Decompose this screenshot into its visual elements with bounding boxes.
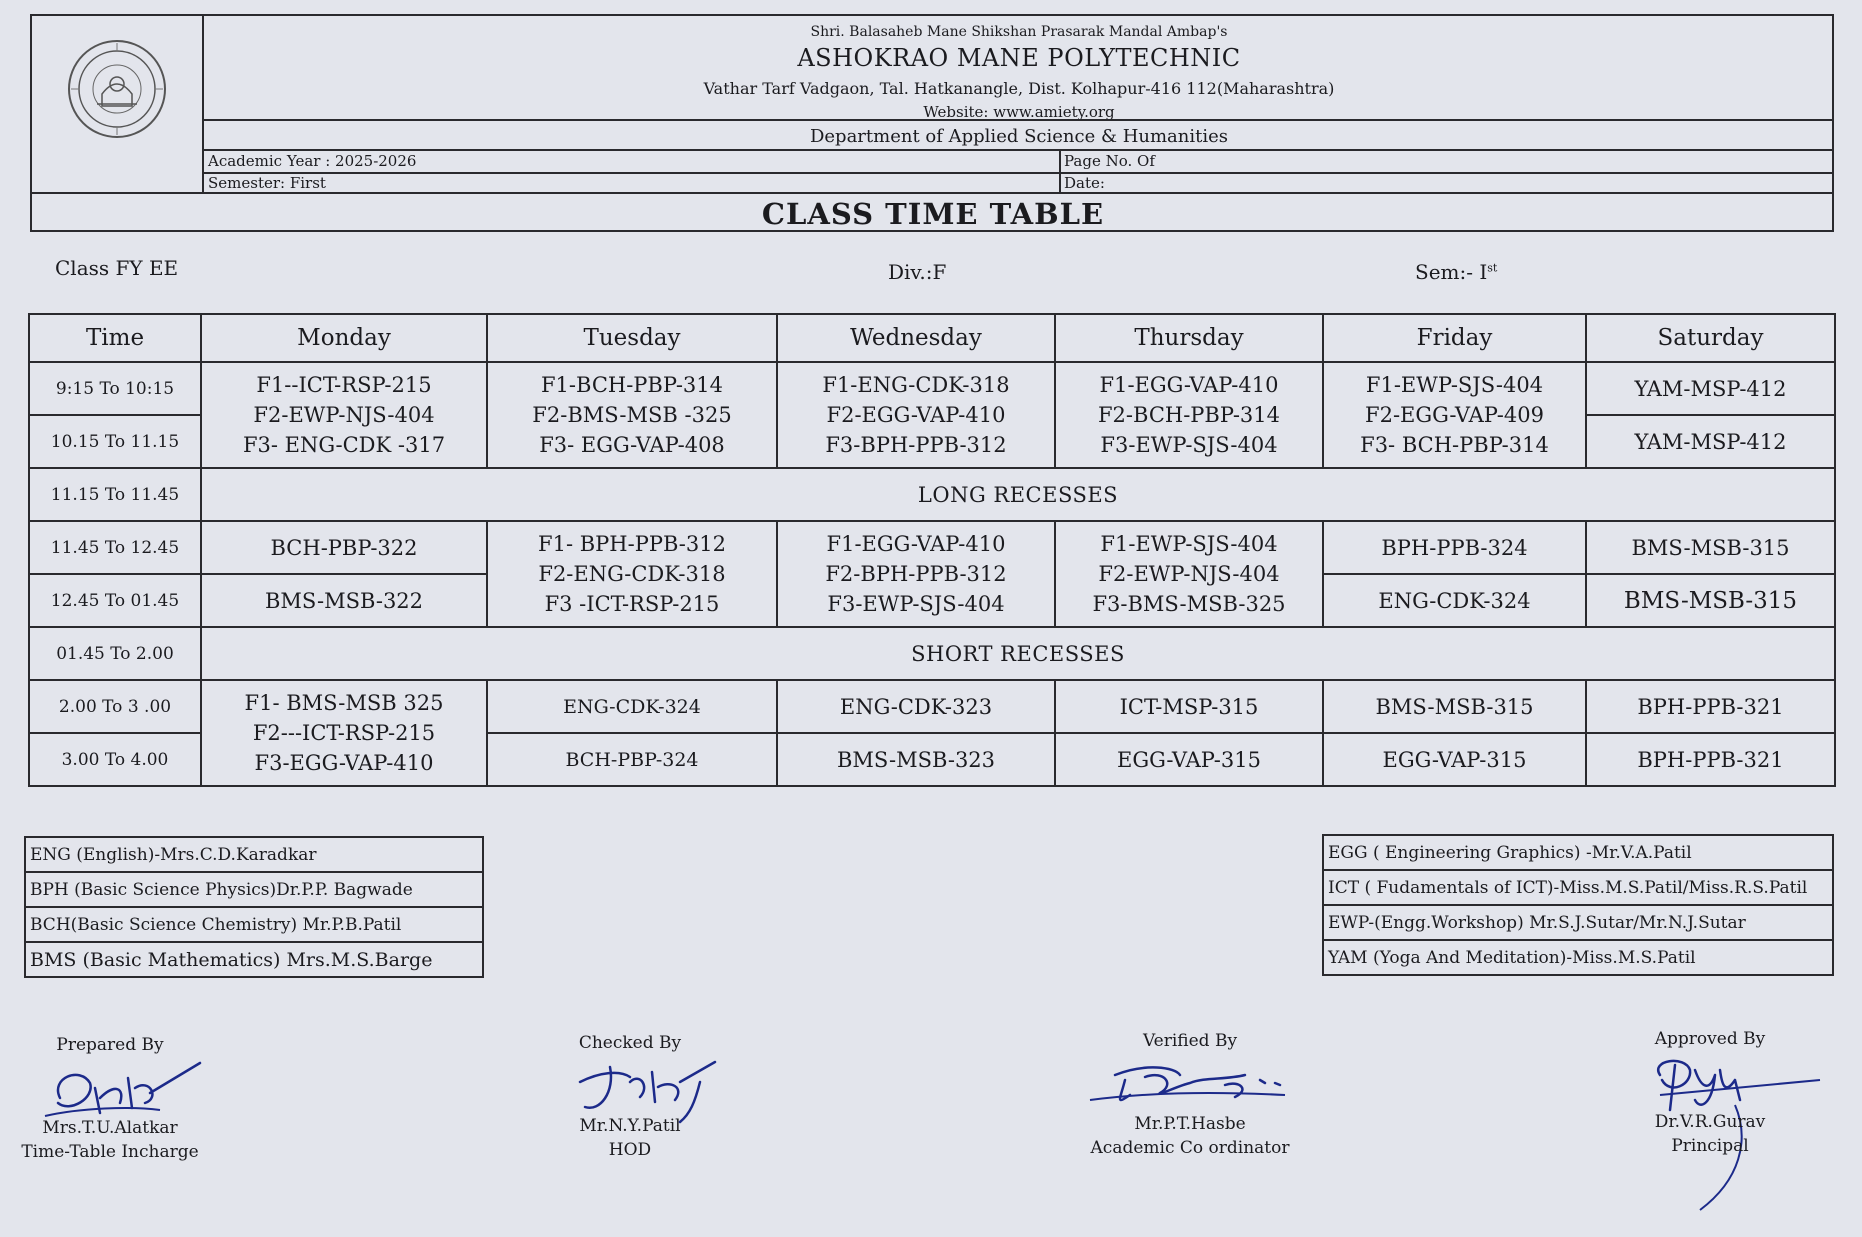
time-slot: 2.00 To 3 .00: [29, 680, 201, 733]
cell-saturday: BPH-PPB-321: [1586, 733, 1835, 786]
cell-monday: [201, 680, 487, 786]
cell-line: F1-EGG-VAP-410: [1099, 373, 1279, 397]
legend-text: YAM (Yoga And Meditation)-Miss.M.S.Patil: [1323, 940, 1833, 975]
cell-line: F1-EWP-SJS-404: [1100, 532, 1278, 556]
page-number: Page No. Of: [1064, 152, 1155, 170]
cell-line: F1-EGG-VAP-410: [826, 532, 1006, 556]
logo-cell: [32, 16, 204, 192]
cell-line: F3-EGG-VAP-410: [254, 751, 434, 775]
cell-friday: BPH-PPB-324: [1323, 521, 1586, 574]
cell-line: F1- BMS-MSB 325: [244, 691, 444, 715]
date-field: Date:: [1064, 174, 1105, 192]
legend-text: ENG (English)-Mrs.C.D.Karadkar: [25, 837, 483, 872]
legend-text: BPH (Basic Science Physics)Dr.P.P. Bagwade: [25, 872, 483, 907]
cell-saturday: YAM-MSP-412: [1586, 415, 1835, 468]
cell-saturday: BMS-MSB-315: [1586, 521, 1835, 574]
legend-text: BMS (Basic Mathematics) Mrs.M.S.Barge: [25, 942, 483, 977]
time-slot: 9:15 To 10:15: [29, 362, 201, 415]
cell-line: F3 -ICT-RSP-215: [544, 592, 720, 616]
legend-item: [25, 837, 483, 872]
checked-by-label: Checked By: [578, 1033, 682, 1053]
cell-tuesday: BCH-PBP-324: [487, 733, 777, 786]
subject-legend-right: [1322, 834, 1834, 976]
verified-by-label: Verified By: [1142, 1031, 1238, 1051]
col-header-time: Time: [29, 314, 201, 362]
cell-wednesday: [777, 521, 1055, 627]
recess-row: [29, 468, 1835, 521]
cell-line: F2-ENG-CDK-318: [538, 562, 726, 586]
table-row: [29, 680, 1835, 733]
semester-superscript: st: [1487, 261, 1498, 275]
header-row: [29, 314, 1835, 362]
prepared-by-role: Time-Table Incharge: [21, 1142, 199, 1162]
cell-line: F2-BMS-MSB -325: [532, 403, 732, 427]
class-name: Class FY EE: [55, 256, 179, 280]
cell-line: F1--ICT-RSP-215: [256, 373, 432, 397]
legend-item: [1323, 870, 1833, 905]
time-slot: 01.45 To 2.00: [29, 627, 201, 680]
legend-text: EGG ( Engineering Graphics) -Mr.V.A.Patil: [1323, 835, 1833, 870]
cell-tuesday: ENG-CDK-324: [487, 680, 777, 733]
prepared-by-label: Prepared By: [56, 1035, 164, 1055]
prepared-by-name: Mrs.T.U.Alatkar: [42, 1118, 178, 1138]
cell-wednesday: BMS-MSB-323: [777, 733, 1055, 786]
semester: Semester: First: [208, 174, 326, 192]
cell-line: F2-EWP-NJS-404: [253, 403, 435, 427]
cell-line: F1-ENG-CDK-318: [822, 373, 1010, 397]
cell-tuesday: [487, 362, 777, 468]
divider: [204, 149, 1834, 151]
semester-label: Sem:- I: [1415, 260, 1488, 284]
cell-line: F3-EWP-SJS-404: [827, 592, 1005, 616]
checked-by-name: Mr.N.Y.Patil: [579, 1116, 681, 1136]
academic-year: Academic Year : 2025-2026: [208, 152, 417, 170]
institute-address: Vathar Tarf Vadgaon, Tal. Hatkanangle, Dist. Kolhapur-416 112(Maharashtra): [703, 79, 1335, 98]
approved-by-label: Approved By: [1654, 1029, 1766, 1049]
cell-line: F2-EWP-NJS-404: [1098, 562, 1280, 586]
cell-line: F3-EWP-SJS-404: [1100, 433, 1278, 457]
cell-thursday: [1055, 521, 1323, 627]
time-slot: 12.45 To 01.45: [29, 574, 201, 627]
subject-legend-left: [24, 836, 484, 978]
cell-friday: ENG-CDK-324: [1323, 574, 1586, 627]
legend-item: [1323, 835, 1833, 870]
col-header-tuesday: Tuesday: [487, 314, 777, 362]
cell-wednesday: ENG-CDK-323: [777, 680, 1055, 733]
trust-name: Shri. Balasaheb Mane Shikshan Prasarak Mandal Ambap's: [810, 24, 1228, 40]
cell-line: F1-BCH-PBP-314: [540, 373, 724, 397]
semester-info: [1415, 260, 1497, 284]
legend-text: ICT ( Fudamentals of ICT)-Miss.M.S.Patil/Miss.R.S.Patil: [1323, 870, 1833, 905]
cell-monday: BCH-PBP-322: [201, 521, 487, 574]
cell-line: F2-BCH-PBP-314: [1097, 403, 1281, 427]
col-header-wednesday: Wednesday: [777, 314, 1055, 362]
legend-item: [25, 942, 483, 977]
cell-line: F2-EGG-VAP-409: [1365, 403, 1544, 427]
approved-by-name: Dr.V.R.Gurav: [1654, 1112, 1766, 1132]
cell-saturday: BMS-MSB-315: [1586, 574, 1835, 627]
time-slot: 10.15 To 11.15: [29, 415, 201, 468]
department-name: Department of Applied Science & Humanities: [809, 126, 1229, 147]
cell-line: F2-EGG-VAP-410: [826, 403, 1006, 427]
checked-by-role: HOD: [608, 1140, 652, 1160]
verified-by-name: Mr.P.T.Hasbe: [1134, 1114, 1246, 1134]
cell-thursday: EGG-VAP-315: [1055, 733, 1323, 786]
cell-line: F3- EGG-VAP-408: [539, 433, 725, 457]
time-slot: 11.45 To 12.45: [29, 521, 201, 574]
verified-by-role: Academic Co ordinator: [1090, 1138, 1290, 1158]
cell-line: F3-BMS-MSB-325: [1092, 592, 1286, 616]
cell-friday: EGG-VAP-315: [1323, 733, 1586, 786]
class-timetable: [28, 313, 1836, 787]
cell-friday: [1323, 362, 1586, 468]
document-title: CLASS TIME TABLE: [761, 197, 1105, 231]
divider: [204, 119, 1834, 121]
legend-text: BCH(Basic Science Chemistry) Mr.P.B.Patil: [25, 907, 483, 942]
col-header-saturday: Saturday: [1586, 314, 1835, 362]
col-header-thursday: Thursday: [1055, 314, 1323, 362]
legend-item: [25, 872, 483, 907]
cell-line: F3-BPH-PPB-312: [825, 433, 1007, 457]
col-header-friday: Friday: [1323, 314, 1586, 362]
table-row: [29, 521, 1835, 574]
long-recess-label: LONG RECESSES: [201, 468, 1835, 521]
cell-friday: BMS-MSB-315: [1323, 680, 1586, 733]
institute-seal-logo: [62, 34, 172, 144]
divider: [1059, 149, 1061, 192]
col-header-monday: Monday: [201, 314, 487, 362]
recess-row: [29, 627, 1835, 680]
cell-monday: BMS-MSB-322: [201, 574, 487, 627]
cell-saturday: BPH-PPB-321: [1586, 680, 1835, 733]
institute-website: Website: www.amiety.org: [923, 103, 1115, 121]
legend-item: [1323, 905, 1833, 940]
cell-line: F2---ICT-RSP-215: [252, 721, 436, 745]
legend-item: [1323, 940, 1833, 975]
cell-monday: [201, 362, 487, 468]
cell-line: F3- BCH-PBP-314: [1360, 433, 1549, 457]
legend-item: [25, 907, 483, 942]
cell-line: F1- BPH-PPB-312: [538, 532, 726, 556]
legend-text: EWP-(Engg.Workshop) Mr.S.J.Sutar/Mr.N.J.Sutar: [1323, 905, 1833, 940]
short-recess-label: SHORT RECESSES: [201, 627, 1835, 680]
institute-name: ASHOKRAO MANE POLYTECHNIC: [797, 44, 1241, 72]
cell-line: F3- ENG-CDK -317: [242, 433, 446, 457]
table-row: [29, 362, 1835, 415]
cell-saturday: YAM-MSP-412: [1586, 362, 1835, 415]
cell-thursday: [1055, 362, 1323, 468]
document-header: [30, 14, 1834, 232]
cell-tuesday: [487, 521, 777, 627]
divider: [32, 192, 1834, 194]
cell-line: F2-BPH-PPB-312: [825, 562, 1007, 586]
approved-by-role: Principal: [1671, 1136, 1749, 1156]
cell-thursday: ICT-MSP-315: [1055, 680, 1323, 733]
time-slot: 3.00 To 4.00: [29, 733, 201, 786]
cell-wednesday: [777, 362, 1055, 468]
divider: [204, 172, 1834, 174]
division: Div.:F: [888, 260, 947, 284]
cell-line: F1-EWP-SJS-404: [1365, 373, 1544, 397]
time-slot: 11.15 To 11.45: [29, 468, 201, 521]
